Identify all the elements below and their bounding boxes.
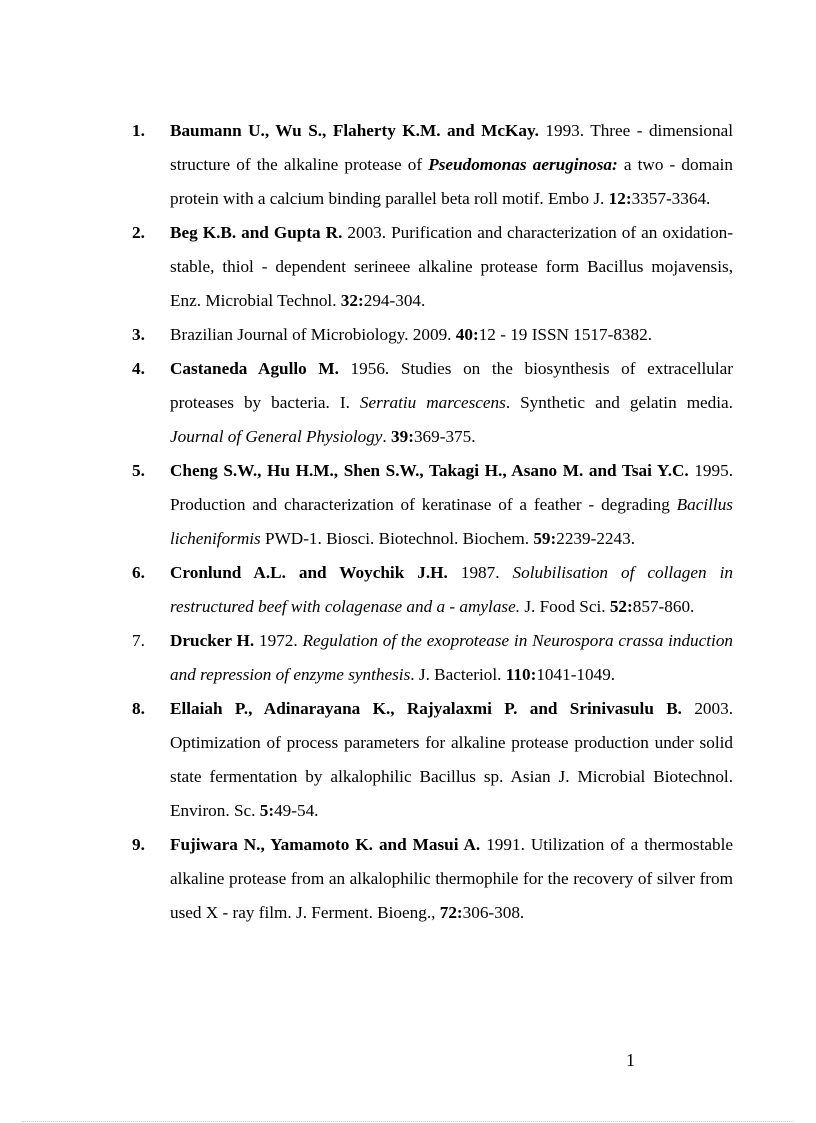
reference-authors: Ellaiah P., Adinarayana K., Rajyalaxmi P. and Srinivasulu B. xyxy=(170,699,682,718)
reference-text: 857-860. xyxy=(632,597,695,616)
reference-list xyxy=(0,114,816,930)
reference-number: 2. xyxy=(132,223,145,242)
reference-number: 4. xyxy=(132,359,145,378)
reference-number: 5. xyxy=(132,461,145,480)
reference-volume: 110: xyxy=(505,665,537,684)
reference-volume: 40: xyxy=(455,325,479,344)
reference-authors: Castaneda Agullo M. xyxy=(170,359,339,378)
reference-item xyxy=(132,692,733,828)
reference-text: a two - domain protein with a calcium binding parallel beta roll motif. Embo J. xyxy=(170,155,733,208)
reference-text: 1987. xyxy=(447,563,513,582)
reference-italic-text: Solubilisation of collagen in restructured beef with colagenase and a - amylase. xyxy=(170,563,733,616)
reference-item xyxy=(132,216,733,318)
reference-authors: Cronlund A.L. and Woychik J.H. xyxy=(170,563,448,582)
reference-italic-text: Pseudomonas aeruginosa: xyxy=(428,155,618,174)
reference-number: 9. xyxy=(132,835,145,854)
reference-text: 2239-2243. xyxy=(556,529,636,548)
page-number: 1 xyxy=(626,1050,635,1070)
reference-number: 3. xyxy=(132,325,145,344)
reference-text: J. Food Sci. xyxy=(520,597,610,616)
reference-volume: 39: xyxy=(391,427,414,446)
reference-item xyxy=(132,454,733,556)
page-bottom-border xyxy=(22,1121,794,1122)
reference-italic-text: Regulation of the exoprotease in Neurospora crassa induction and repression of enzyme synthesis xyxy=(170,631,734,684)
reference-italic-text: Journal of General Physiology xyxy=(170,427,383,446)
reference-item xyxy=(132,624,734,692)
reference-text: . Synthetic and gelatin media. xyxy=(505,393,733,412)
reference-text: 49-54. xyxy=(274,801,319,820)
reference-authors: Cheng S.W., Hu H.M., Shen S.W., Takagi H., Asano M. and Tsai Y.C. xyxy=(170,461,689,480)
reference-italic-text: Serratiu marcescens xyxy=(359,393,506,412)
reference-item xyxy=(132,114,733,216)
reference-text: 1993. Three - dimensional structure of the alkaline protease of xyxy=(170,121,733,174)
reference-number: 6. xyxy=(132,563,145,582)
reference-text: 3357-3364. xyxy=(631,189,711,208)
reference-text: 369-375. xyxy=(413,427,476,446)
reference-text: . xyxy=(382,427,392,446)
reference-item xyxy=(132,352,733,454)
reference-text: Brazilian Journal of Microbiology. 2009. xyxy=(170,325,456,344)
reference-number: 8. xyxy=(132,699,145,718)
reference-item xyxy=(132,828,733,930)
reference-authors: Drucker H. xyxy=(170,631,255,650)
reference-italic-text: Bacillus licheniformis xyxy=(170,495,733,548)
reference-text: 1995. Production and characterization of keratinase of a feather - degrading xyxy=(170,461,733,514)
reference-text: 12 - 19 ISSN 1517-8382. xyxy=(478,325,653,344)
reference-volume: 72: xyxy=(439,903,463,922)
reference-volume: 5: xyxy=(259,801,275,820)
reference-volume: 32: xyxy=(340,291,364,310)
reference-number: 7. xyxy=(132,631,145,650)
reference-text: 294-304. xyxy=(363,291,426,310)
reference-volume: 59: xyxy=(533,529,557,548)
reference-number: 1. xyxy=(132,121,145,140)
reference-text: 1972. xyxy=(254,631,303,650)
reference-item xyxy=(132,318,733,352)
reference-text: 1956. Studies on the biosynthesis of extracellular proteases by bacteria. I. xyxy=(170,359,733,412)
reference-text: 1041-1049. xyxy=(536,665,616,684)
reference-item xyxy=(132,556,733,624)
reference-authors: Baumann U., Wu S., Flaherty K.M. and McKay. xyxy=(170,121,539,140)
reference-text: . J. Bacteriol. xyxy=(410,665,506,684)
reference-text: 2003. Purification and characterization of an oxidation-stable, thiol - dependent serineee alkaline protease form Bacillus mojavensis, Enz. Microbial Technol. xyxy=(170,223,733,310)
reference-text: 2003. Optimization of process parameters for alkaline protease production under solid state fermentation by alkalophilic Bacillus sp. Asian J. Microbial Biotechnol. Environ. Sc. xyxy=(170,699,733,820)
reference-authors: Beg K.B. and Gupta R. xyxy=(170,223,343,242)
reference-volume: 52: xyxy=(609,597,633,616)
reference-authors: Fujiwara N., Yamamoto K. and Masui A. xyxy=(170,835,481,854)
reference-text: 1991. Utilization of a thermostable alkaline protease from an alkalophilic thermophile for the recovery of silver from used X - ray film. J. Ferment. Bioeng., xyxy=(170,835,733,922)
reference-volume: 12: xyxy=(608,189,632,208)
reference-text: PWD-1. Biosci. Biotechnol. Biochem. xyxy=(260,529,534,548)
reference-text: 306-308. xyxy=(462,903,525,922)
